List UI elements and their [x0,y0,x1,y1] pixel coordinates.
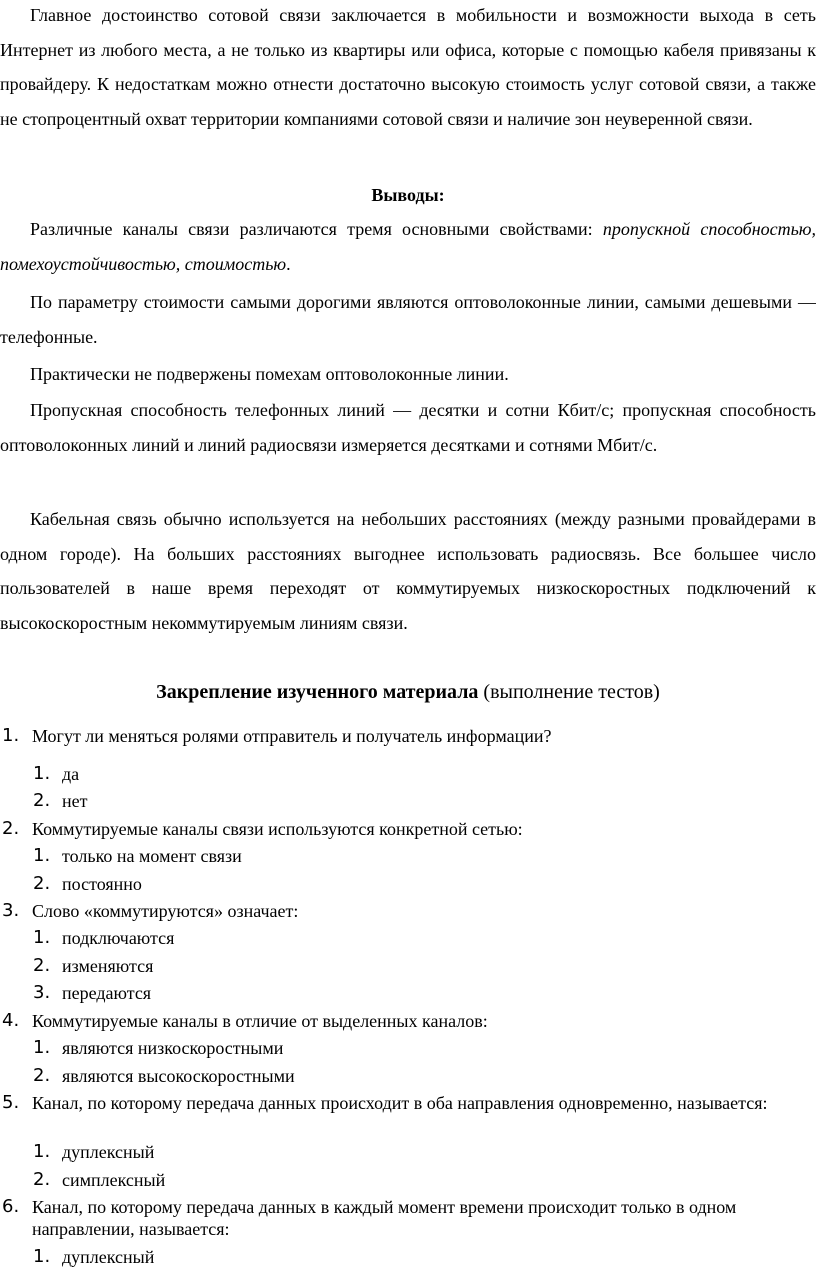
option-text: симплексный [62,1170,166,1190]
question-text: Могут ли меняться ролями отправитель и получатель информации? [32,726,552,746]
option-number: 2. [33,1065,51,1086]
question-text: Слово «коммутируются» означает: [32,901,299,921]
paragraph-interference: Практически не подвержены помехам оптоволоконные линии. [30,364,509,384]
option-number: 2. [33,790,51,811]
conclusions-heading: Выводы: [371,185,445,205]
option-text: являются высокоскоростными [62,1066,295,1086]
question-text: Коммутируемые каналы связи используются конкретной сетью: [32,819,523,839]
option-number: 1. [33,927,51,948]
question-text: Коммутируемые каналы в отличие от выделенных каналов: [32,1011,488,1031]
option-text: дуплексный [62,1142,155,1162]
option-text: изменяются [62,956,154,976]
option-number: 2. [33,955,51,976]
question-number: 4. [2,1010,20,1031]
paragraph-cellular-advantages: Главное достоинство сотовой связи заключается в мобильности и возможности выхода в сеть Интернет из любого места, а не только из квартиры или офиса, которые с помощью кабеля привязаны к провайдеру. К недостаткам можно отнести достаточно высокую стоимость услуг сотовой связи, а также не стопроцентный охват территории компаниями сотовой связи и наличие зон неуверенной связи. [0,5,816,129]
question-text: Канал, по которому передача данных в каждый момент времени происходит только в одном направлении, называется: [32,1197,737,1239]
question-number: 1. [2,725,20,746]
paragraph-bandwidth: Пропускная способность телефонных линий — десятки и сотни Кбит/с; пропускная способность оптоволоконных линий и линий радиосвязи измеряется десятками и сотнями Мбит/с. [0,400,816,455]
option-text: передаются [62,983,152,1003]
option-number: 2. [33,873,51,894]
question-number: 6. [2,1196,20,1217]
question-text: Канал, по которому передача данных происходит в оба направления одновременно, называется: [32,1093,768,1113]
option-text: да [62,764,80,784]
properties-italic-text: пропускной способностью, помехоустойчивостью, стоимостью [0,219,816,274]
option-text: подключаются [62,928,175,948]
option-number: 1. [33,845,51,866]
option-text: нет [62,791,88,811]
option-text: постоянно [62,874,142,894]
option-text: дуплексный [62,1247,155,1267]
question-number: 5. [2,1092,20,1113]
paragraph-channel-properties [0,212,816,281]
option-text: только на момент связи [62,846,242,866]
properties-lead-text: Различные каналы связи различаются тремя основными свойствами: [30,219,603,239]
paragraph-cost: По параметру стоимости самыми дорогими являются оптоволоконные линии, самыми дешевыми — телефонные. [0,292,816,347]
option-number: 3. [33,982,51,1003]
section-title-bold: Закрепление изученного материала [156,681,479,703]
option-number: 1. [33,1037,51,1058]
section-title [0,678,816,706]
option-number: 1. [33,1246,51,1267]
paragraph-cable-vs-radio: Кабельная связь обычно используется на небольших расстояниях (между разными провайдерами в одном городе). На больших расстояниях выгоднее использовать радиосвязь. Все большее число пользователей в наше время переходят от коммутируемых низкоскоростных подключений к высокоскоростным некоммутируемым линиям связи. [0,509,816,633]
option-number: 2. [33,1169,51,1190]
properties-end-text: . [286,253,291,274]
option-text: являются низкоскоростными [62,1038,284,1058]
question-number: 3. [2,900,20,921]
section-title-rest: (выполнение тестов) [478,681,660,703]
option-number: 1. [33,1141,51,1162]
question-number: 2. [2,818,20,839]
option-number: 1. [33,763,51,784]
